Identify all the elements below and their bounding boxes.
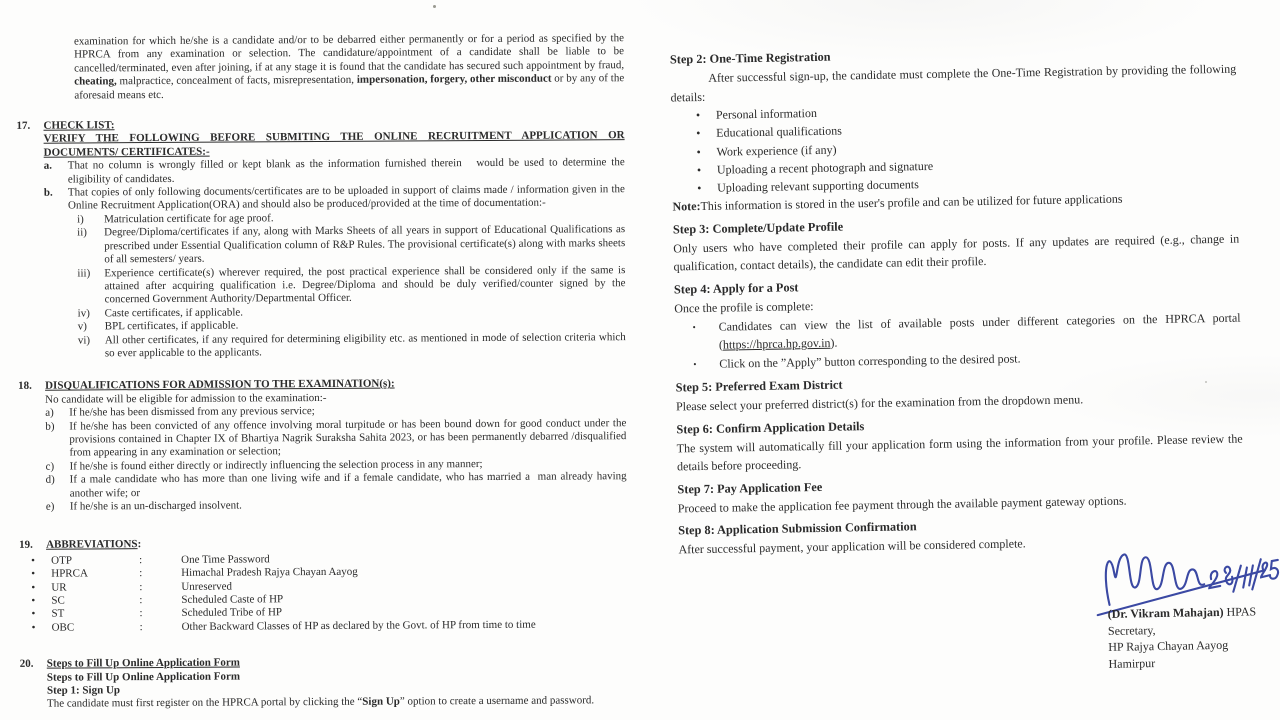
step-6-heading: Step 6: Confirm Application Details (676, 418, 865, 436)
bullet-icon: • (696, 162, 702, 177)
abbr-term: OBC (51, 621, 75, 634)
signatory-designation: Secretary, (1107, 622, 1156, 638)
section-19-title-row (46, 536, 627, 553)
bullet-icon: • (31, 554, 36, 567)
bullet-icon: • (31, 567, 36, 580)
bullet-icon: • (31, 581, 36, 594)
section-body (43, 116, 625, 361)
step-1-heading: Step 1: Sign Up (46, 684, 121, 697)
step-1-signup-label: Sign Up (362, 695, 400, 709)
list-item (45, 417, 626, 461)
roman-sublist (77, 210, 626, 361)
bullet-icon: • (696, 126, 701, 141)
abbr-separator: : (139, 594, 143, 607)
abbreviation-row (32, 618, 628, 635)
list-item-text: If he/she has been dismissed from any previous service; (69, 405, 315, 419)
list-item-text: That no column is wrongly filled or kept blank as the information furnished therein would be used to determine the eligibility of candidates. (67, 156, 625, 186)
signatory-organisation: HP Rajya Chayan Aayog (1108, 638, 1229, 655)
abbr-separator: : (139, 567, 143, 580)
step-3-body: Only users who have completed their profile can apply for posts. If any updates are required (e.g., change in qualification, contact details), the candidate can edit their profile. (673, 231, 1240, 274)
abbr-term: SC (51, 594, 65, 607)
step-3-heading: Step 3: Complete/Update Profile (672, 219, 844, 237)
bullet-text: Work experience (if any) (716, 142, 837, 159)
abbr-definition: One Time Password (181, 553, 270, 566)
intro-text: or by any of the aforesaid means etc. (74, 72, 625, 102)
section-number: 18. (18, 380, 32, 393)
step-7-heading: Step 7: Pay Application Fee (677, 479, 823, 497)
section-19-abbreviations (19, 536, 627, 553)
note-label: Note: (672, 199, 701, 214)
list-marker: b. (43, 186, 53, 199)
abbr-term: ST (51, 608, 65, 621)
list-item-text: BPL certificates, if applicable. (104, 319, 239, 333)
intro-text: examination for which he/she is a candidate and/or to be debarred either permanently or for a period as specified by the HPRCA from any examination or selection. The candidature/appointment of a candidate shall be liable to be cancelled/terminated, even after joining, if at any stage it is found that the candidate has secured such appointment by fraud, (73, 32, 625, 75)
step-5-heading: Step 5: Preferred Exam District (675, 377, 843, 395)
signatory-name: (Dr. Vikram Mahajan) (1107, 604, 1224, 621)
abbr-definition: Other Backward Classes of HP as declared by the Govt. of HP from time to time (181, 618, 536, 633)
bullet-text: Click on the ”Apply” button corresponding to the desired post. (719, 351, 1021, 371)
list-item (77, 264, 625, 308)
list-marker: d) (45, 473, 55, 486)
step-2-bullet-list (671, 97, 1239, 198)
list-item-text: If he/she has been convicted of any offence involving moral turpitude or has been bound down for good conduct under the provisions contained in Chapter IX of Bhartiya Nagrik Suraksha Sahita 2023, or has been permanently debarred /disqualified from appearing in any examination or selection; (69, 416, 627, 459)
section-body (45, 376, 627, 514)
bullet-icon: • (692, 321, 696, 332)
list-marker: a. (43, 159, 53, 172)
section-body (47, 654, 628, 711)
list-item (78, 331, 626, 361)
list-marker: b) (45, 420, 55, 433)
hprca-portal-url: https://hprca.hp.gov.in (722, 336, 831, 352)
list-item (46, 470, 627, 500)
section-18-title: DISQUALIFICATIONS FOR ADMISSION TO THE EXAMINATION(s): (45, 377, 395, 393)
intro-bold-cheating: cheating, (74, 75, 117, 88)
abbr-term: UR (51, 581, 67, 594)
bullet-text-post: ). (830, 335, 838, 351)
step-8-body: After successful payment, your application will be considered complete. (678, 536, 1026, 557)
section-number: 17. (16, 119, 31, 132)
abbr-term: HPRCA (51, 567, 88, 580)
section-18-disqualifications (18, 376, 627, 514)
list-marker: ii) (77, 226, 87, 239)
step-4-lead: Once the profile is complete: (674, 299, 814, 316)
scan-speck (433, 5, 436, 8)
list-item-text: That copies of only following documents/certificates are to be uploaded in support of claims made / information given in the Online Recruitment Application(ORA) and should also be produced/provided at the time of documentation:- (67, 183, 625, 213)
step-2-body: After successful sign-up, the candidate must complete the One-Time Registration by providing the following details: (670, 61, 1237, 105)
bullet-icon: • (695, 108, 701, 123)
section-20-title-repeat: Steps to Fill Up Online Application Form (46, 670, 241, 684)
list-marker: i) (77, 213, 84, 226)
signatory-details (1107, 546, 1280, 673)
intro-bold-misconduct: impersonation, forgery, other misconduct (356, 72, 552, 87)
abbr-definition: Unreserved (181, 580, 233, 593)
intro-paragraph (74, 32, 624, 102)
list-item (44, 183, 625, 213)
list-item-text: Experience certificate(s) wherever required, the post practical experience shall be considered only if the same is attained after acquiring qualification i.e. Degree/Diploma and should be duly verified/counter signed by the concerned Government Authority/Departmental Officer. (104, 263, 626, 306)
intro-text: malpractice, concealment of facts, misrepresentation, (116, 74, 357, 88)
signatory-location: Hamirpur (1108, 655, 1156, 671)
bullet-icon: • (697, 180, 702, 196)
step-2-heading: Step 2: One-Time Registration (669, 49, 831, 67)
abbr-separator: : (139, 607, 143, 620)
step-1-text: The candidate must first register on the HPRCA portal by clicking the “ (46, 696, 363, 711)
section-body (46, 536, 627, 553)
abbr-separator: : (139, 620, 143, 633)
section-20-title: Steps to Fill Up Online Application Form (46, 656, 240, 670)
list-item-text: Degree/Diploma/certificates if any, along with Marks Sheets of all years in support of Educational Qualifications as prescribed under Essential Qualification column of R&P Rules. The provisional certificate(s) along with marks sheets of all semesters/ years. (104, 223, 626, 266)
list-marker: vi) (77, 333, 91, 347)
section-20-steps (20, 654, 628, 711)
abbr-definition: Himachal Pradesh Rajya Chayan Aayog (181, 566, 358, 580)
list-item (44, 156, 625, 186)
section-17-subtitle: VERIFY THE FOLLOWING BEFORE SUBMITING THE ONLINE RECRUITMENT APPLICATION OR DOCUMENTS/ CERTIFICATES:- (43, 129, 625, 159)
bullet-text-pre: Candidates can view the list of available posts under different categories on the HPRCA portal ( (718, 310, 1241, 353)
abbreviation-list (19, 551, 627, 635)
abbr-separator: : (139, 553, 143, 566)
section-17-title: CHECK LIST: (43, 119, 115, 132)
list-item (77, 223, 625, 267)
list-marker: iii) (77, 266, 91, 279)
signature-block (1107, 546, 1280, 673)
bullet-icon: • (693, 359, 697, 370)
right-column (669, 41, 1257, 719)
abbr-definition: Scheduled Tribe of HP (181, 606, 283, 620)
step-8-heading: Step 8: Application Submission Confirmation (678, 519, 917, 538)
list-item-text: Matriculation certificate for age proof. (104, 212, 274, 226)
bullet-text: Educational qualifications (716, 123, 842, 141)
bullet-icon: • (31, 608, 36, 621)
list-marker: v) (77, 320, 87, 333)
bullet-icon: • (696, 144, 701, 159)
section-18-lead: No candidate will be eligible for admission to the examination:- (45, 391, 327, 406)
signatory-name-suffix: HPAS (1223, 604, 1257, 619)
abbr-separator: : (139, 580, 143, 593)
list-item (46, 497, 627, 514)
list-marker: c) (45, 460, 55, 473)
section-19-title: ABBREVIATIONS (46, 538, 138, 552)
list-item-text: If he/she is found either directly or indirectly influencing the selection process in any manner; (69, 457, 483, 473)
bullet-text: Uploading a recent photograph and signature (716, 158, 934, 177)
list-marker: iv) (77, 307, 90, 320)
list-item-text: Caste certificates, if applicable. (104, 306, 244, 320)
step-5-body: Please select your preferred district(s) for the examination from the dropdown menu. (675, 392, 1084, 414)
left-column (16, 32, 628, 712)
list-marker: a) (45, 406, 54, 419)
signatory-name-line (1108, 603, 1280, 623)
list-item-text: All other certificates, if any required for determining eligibility etc. as mentioned in mode of selection criteria which so ever applicable to the applicants. (104, 330, 626, 360)
bullet-text: Uploading relevant supporting documents (717, 177, 919, 195)
step-4-bullet-list (674, 308, 1241, 374)
section-17-check-list (16, 116, 625, 361)
list-item-text: If a male candidate who has more than one living wife and if a female candidate, who has married a man already having another wife; or (69, 470, 627, 500)
step-1-text: ” option to create a username and password. (399, 694, 595, 708)
step-4-heading: Step 4: Apply for a Post (673, 280, 799, 297)
section-number: 20. (19, 658, 34, 671)
bullet-icon: • (31, 594, 36, 607)
step-1-body (47, 695, 628, 712)
section-number: 19. (19, 539, 33, 552)
step-7-body: Proceed to make the application fee payment through the available payment gateway options. (677, 493, 1127, 516)
bullet-text: Personal information (715, 106, 818, 122)
step-6-body: The system will automatically fill your application form using the information from your profile. Please review the details before proceeding. (676, 431, 1243, 474)
abbr-term: OTP (51, 554, 72, 567)
abbr-definition: Scheduled Caste of HP (181, 593, 284, 606)
section-19-title-colon: : (137, 538, 142, 551)
bullet-icon: • (31, 621, 36, 634)
list-marker: e) (45, 500, 55, 513)
list-item-text: If he/she is an un-discharged insolvent. (69, 499, 242, 513)
note-text: This information is stored in the user's profile and can be utilized for future applications (700, 191, 1123, 214)
